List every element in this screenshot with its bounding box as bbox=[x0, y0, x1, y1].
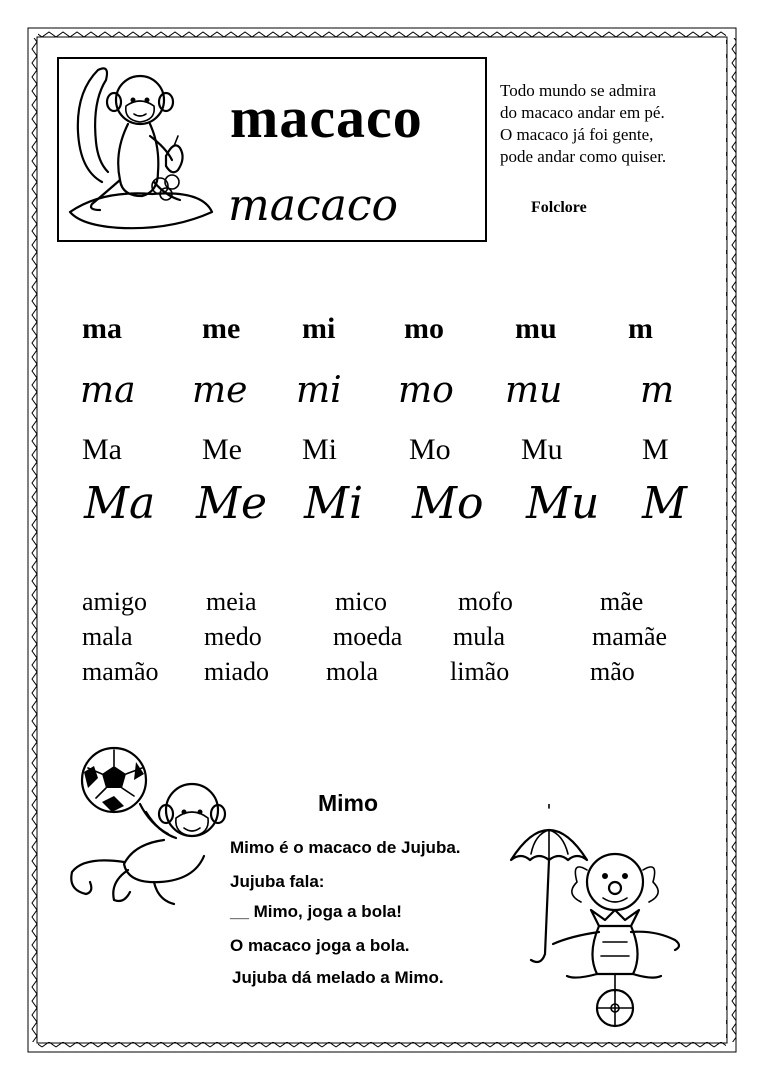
syllable-cursive: ma bbox=[80, 370, 136, 411]
word: moeda bbox=[333, 622, 403, 651]
syllable-print: me bbox=[202, 312, 241, 345]
syllable-print-upper: Mo bbox=[409, 433, 451, 466]
poem-line: pode andar como quiser. bbox=[500, 147, 667, 166]
syllable-cursive: mo bbox=[398, 370, 454, 411]
word: limão bbox=[450, 657, 510, 686]
syllable-print: mu bbox=[515, 312, 557, 345]
word: amigo bbox=[82, 587, 147, 616]
word: miado bbox=[204, 657, 269, 686]
story-line: __ Mimo, joga a bola! bbox=[230, 902, 402, 921]
story-line: Mimo é o macaco de Jujuba. bbox=[230, 838, 461, 857]
story-line: O macaco joga a bola. bbox=[230, 936, 410, 955]
syllable-cursive-upper: Mo bbox=[412, 478, 484, 529]
syllable-print: mi bbox=[302, 312, 336, 345]
syllable-print-upper: Me bbox=[202, 433, 242, 466]
syllable-cursive-upper: Ma bbox=[84, 478, 156, 529]
word: mofo bbox=[458, 587, 513, 616]
story-line: Jujuba dá melado a Mimo. bbox=[232, 968, 444, 987]
word: mamãe bbox=[592, 622, 668, 651]
word: mãe bbox=[600, 587, 644, 616]
syllable-cursive: m bbox=[640, 370, 675, 411]
word: mico bbox=[335, 587, 387, 616]
syllable-cursive: mu bbox=[505, 370, 563, 411]
syllable-cursive-upper: Mi bbox=[304, 478, 364, 529]
syllable-print-upper: Mu bbox=[521, 433, 563, 466]
poem-line: do macaco andar em pé. bbox=[500, 103, 665, 122]
clown-monkey-with-umbrella-on-unicycle-icon bbox=[505, 804, 697, 1030]
syllable-cursive: mi bbox=[296, 370, 342, 411]
poem-line: O macaco já foi gente, bbox=[500, 125, 654, 144]
poem-author: Folclore bbox=[531, 199, 587, 216]
syllable-cursive-upper: Me bbox=[196, 478, 268, 529]
syllable-print-upper: Ma bbox=[82, 433, 122, 466]
syllable-cursive: me bbox=[192, 370, 248, 411]
word: medo bbox=[204, 622, 262, 651]
word: meia bbox=[206, 587, 257, 616]
word: mamão bbox=[82, 657, 159, 686]
syllable-print-upper: M bbox=[642, 433, 669, 466]
syllable-print: ma bbox=[82, 312, 122, 345]
word: mola bbox=[326, 657, 378, 686]
word: mala bbox=[82, 622, 133, 651]
poem-line: Todo mundo se admira bbox=[500, 81, 657, 100]
syllable-print: mo bbox=[404, 312, 444, 345]
title-word-cursive: macaco bbox=[228, 180, 398, 231]
title-word-print: macaco bbox=[230, 85, 423, 150]
monkey-with-soccer-ball-icon bbox=[64, 744, 240, 914]
syllable-cursive-upper: Mu bbox=[526, 478, 600, 529]
syllable-print-upper: Mi bbox=[302, 433, 338, 466]
story-line: Jujuba fala: bbox=[230, 872, 325, 891]
word: mula bbox=[453, 622, 505, 651]
syllable-print: m bbox=[628, 312, 653, 345]
syllable-cursive-upper: M bbox=[642, 478, 688, 529]
story-title: Mimo bbox=[318, 790, 379, 816]
word: mão bbox=[590, 657, 635, 686]
poem bbox=[500, 80, 666, 168]
monkey-with-banana-icon bbox=[62, 62, 222, 238]
